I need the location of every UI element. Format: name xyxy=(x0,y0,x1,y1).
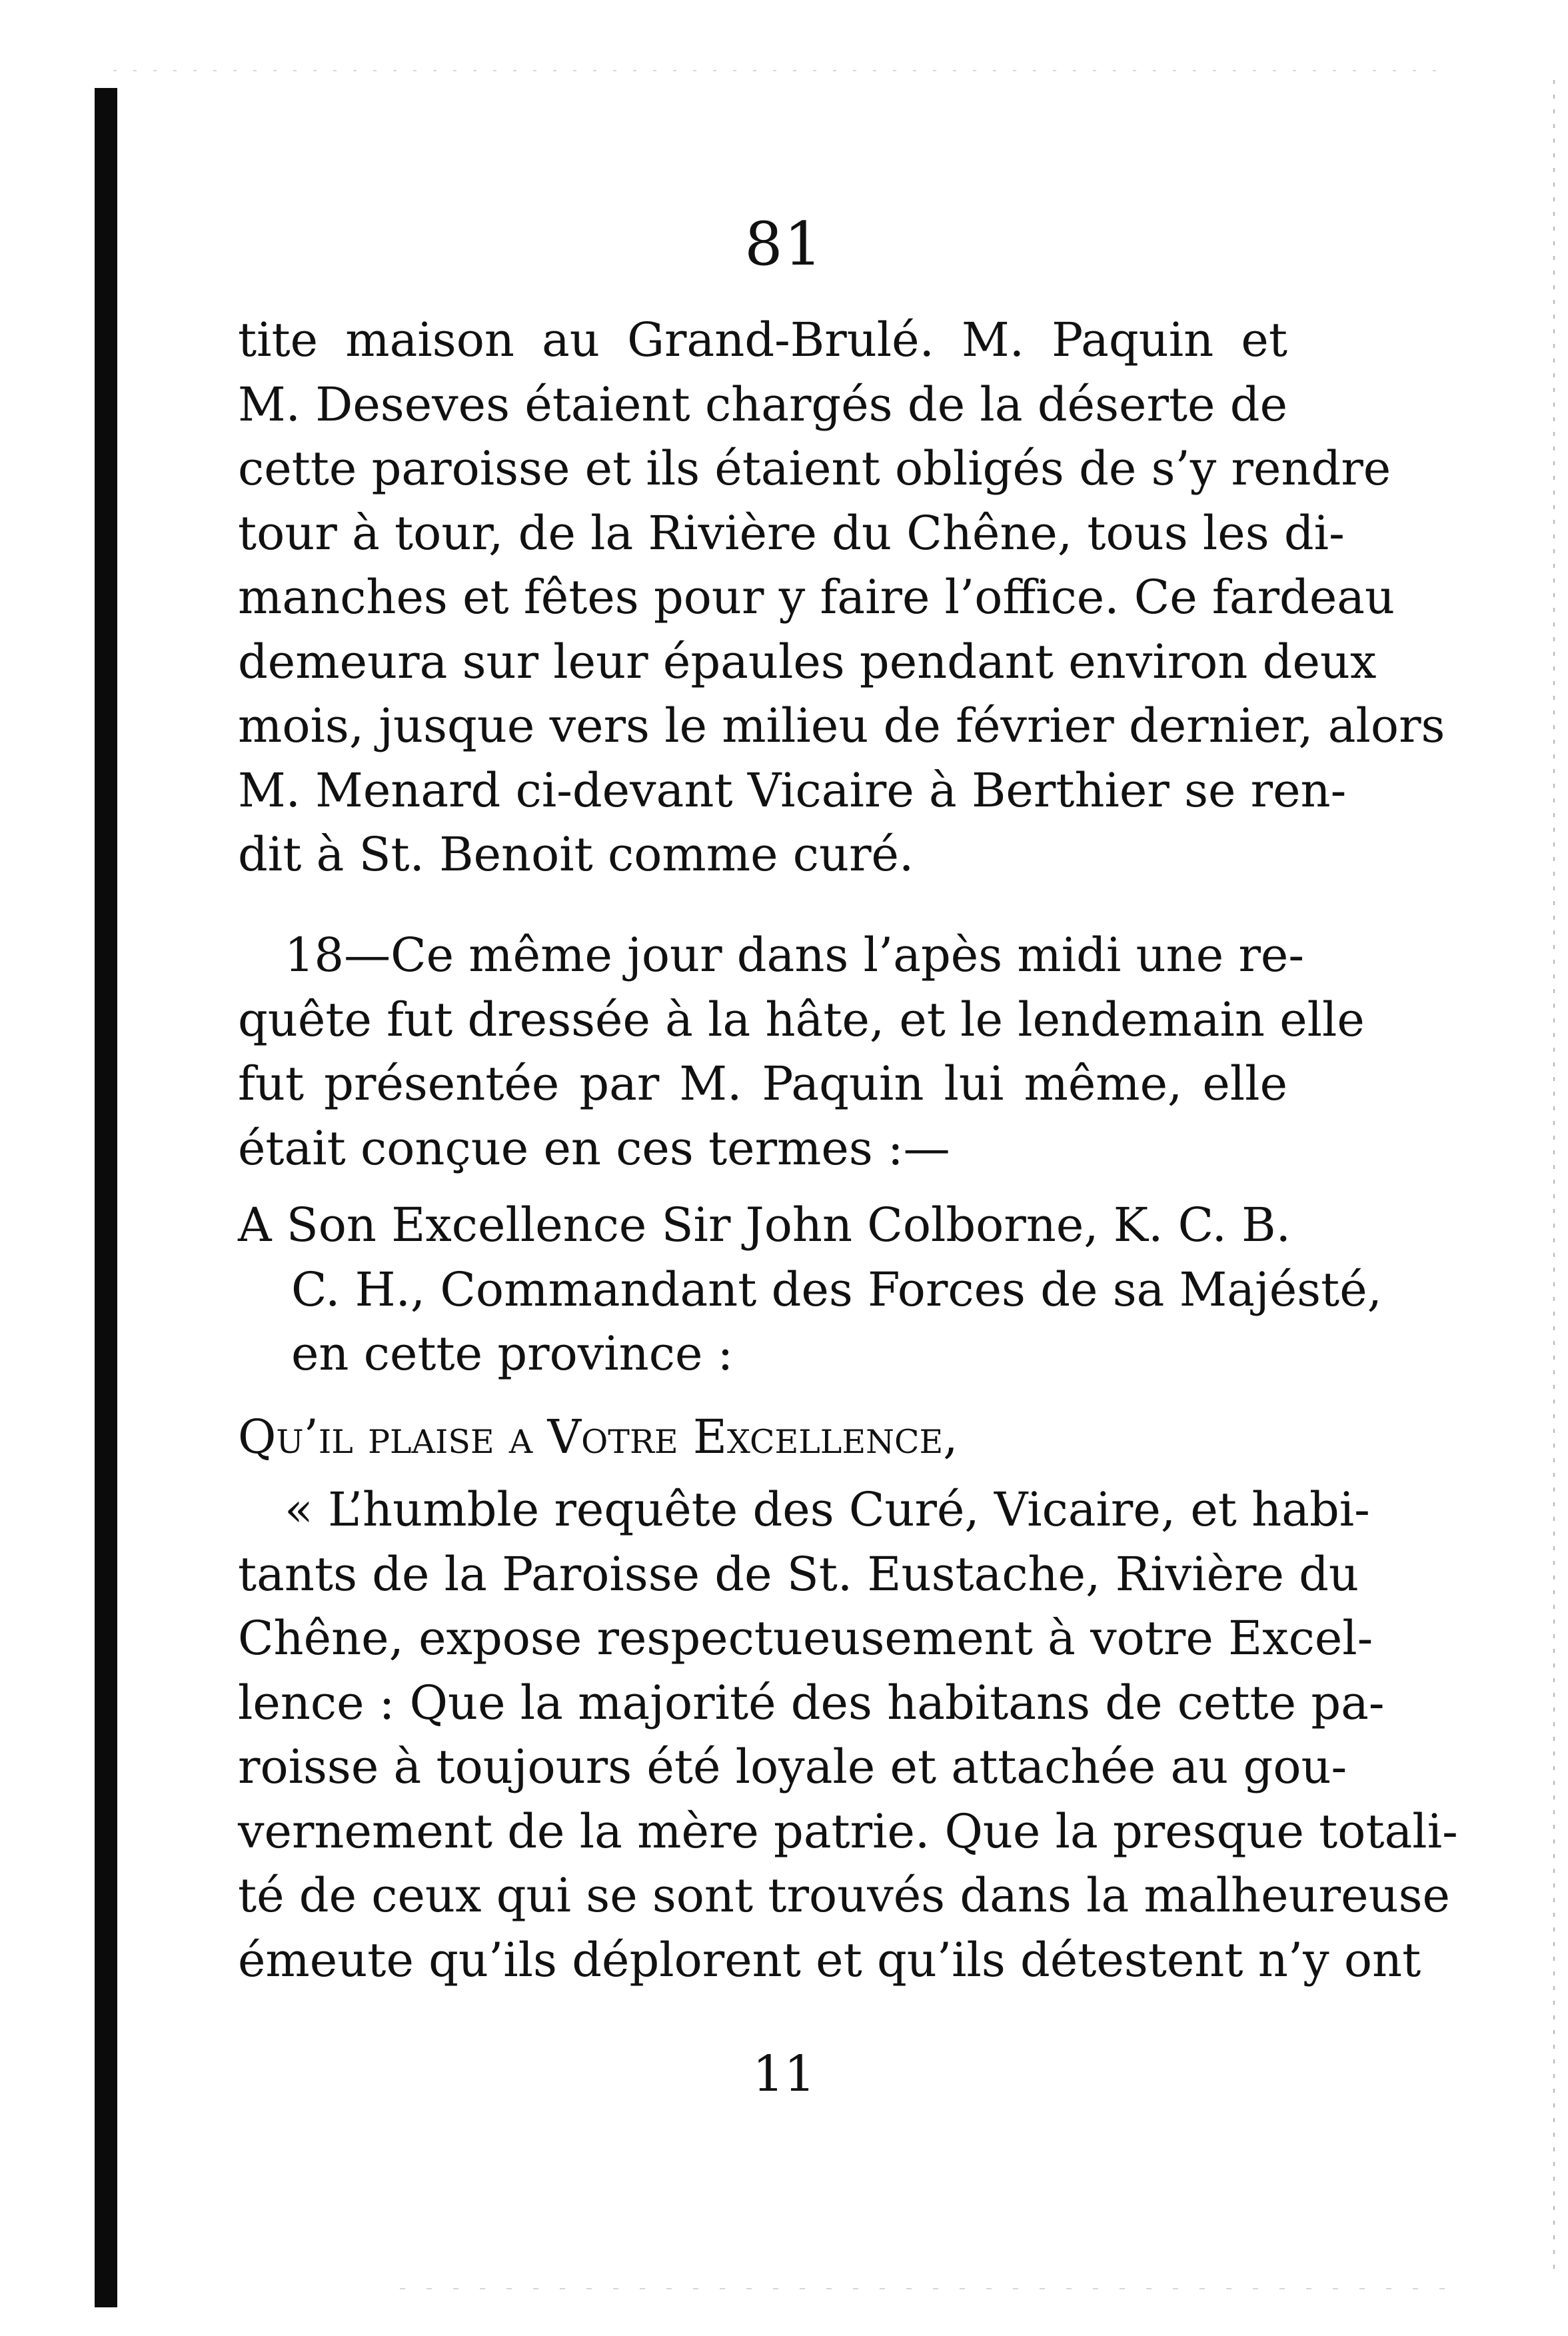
text-line: dit à St. Benoit comme curé. xyxy=(238,827,914,882)
paragraph-continued xyxy=(238,308,1445,887)
text-line: était conçue en ces termes :— xyxy=(238,1120,950,1176)
text-line: tants de la Paroisse de St. Eustache, Rivière du xyxy=(238,1546,1359,1602)
signature-mark: 11 xyxy=(752,2045,816,2103)
text-line: manches et fêtes pour y faire l’office. Ce fardeau xyxy=(238,570,1395,624)
text-line: mois, jusque vers le milieu de février dernier, alors xyxy=(238,698,1445,753)
address-line: C. H., Commandant des Forces de sa Majésté, xyxy=(291,1262,1382,1317)
salutation-line: Qu’il plaise a Votre Excellence, xyxy=(238,1410,958,1464)
address-block xyxy=(238,1193,1382,1386)
text-line: « L’humble requête des Curé, Vicaire, et habi- xyxy=(285,1482,1370,1537)
page-number: 81 xyxy=(744,209,824,279)
text-line: tite maison au Grand-Brulé. M. Paquin et xyxy=(238,313,1287,367)
text-line: lence : Que la majorité des habitans de cette pa- xyxy=(238,1675,1385,1730)
page-edge-bottom xyxy=(400,2288,1466,2289)
text-line: té de ceux qui se sont trouvés dans la malheureuse xyxy=(238,1868,1450,1923)
binding-edge xyxy=(95,88,117,2307)
text-line: fut présentée par M. Paquin lui même, elle xyxy=(238,1056,1287,1111)
text-line: demeura sur leur épaules pendant environ deux xyxy=(238,634,1377,689)
text-line: quête fut dressée à la hâte, et le lendemain elle xyxy=(238,992,1365,1047)
text-line: M. Deseves étaient chargés de la déserte de xyxy=(238,377,1287,432)
text-line: tour à tour, de la Rivière du Chêne, tous les di- xyxy=(238,505,1345,561)
text-line: 18—Ce même jour dans l’apès midi une re- xyxy=(285,928,1304,982)
text-line: vernement de la mère patrie. Que la presque totali- xyxy=(238,1803,1458,1859)
text-line: roisse à toujours été loyale et attachée au gou- xyxy=(238,1740,1347,1794)
address-line: en cette province : xyxy=(291,1326,734,1381)
text-line: cette paroisse et ils étaient obligés de s’y rendre xyxy=(238,441,1391,496)
address-line: A Son Excellence Sir John Colborne, K. C. B. xyxy=(238,1198,1291,1252)
salutation xyxy=(238,1405,1287,1470)
text-line: émeute qu’ils déplorent et qu’ils détestent n’y ont xyxy=(238,1932,1421,1987)
page-edge-right xyxy=(1553,80,1555,2279)
petition-text xyxy=(238,1478,1458,1992)
text-line: Chêne, expose respectueusement à votre Excel- xyxy=(238,1611,1373,1666)
paragraph-dated-entry xyxy=(238,923,1365,1180)
page-edge-top xyxy=(113,70,1446,71)
text-line: M. Menard ci-devant Vicaire à Berthier se ren- xyxy=(238,762,1347,818)
